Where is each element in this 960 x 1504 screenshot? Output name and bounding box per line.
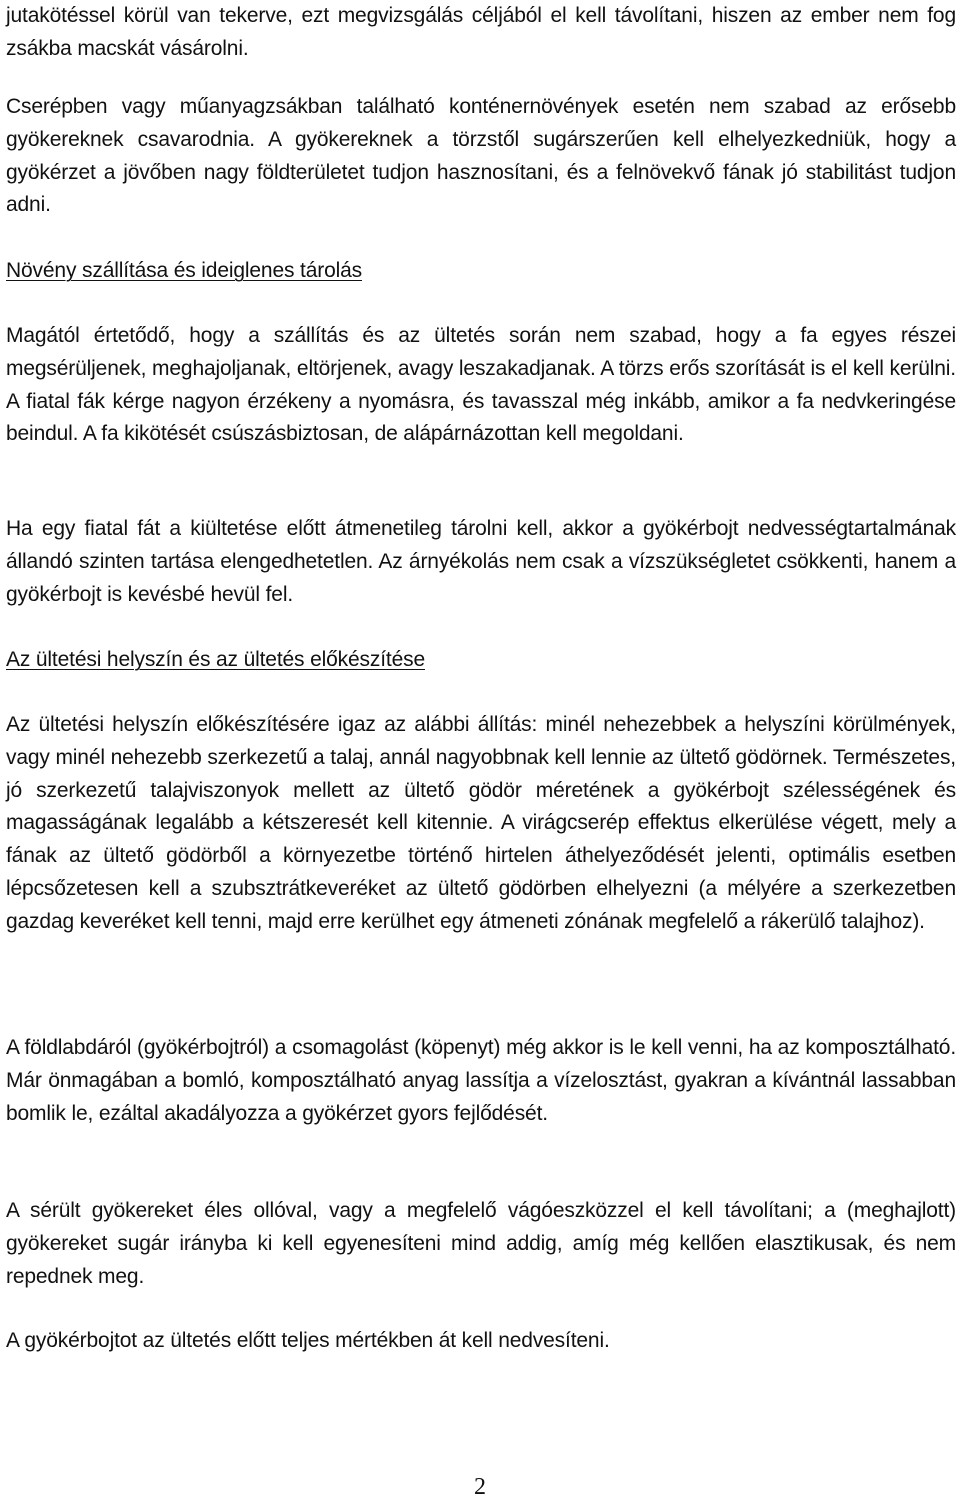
paragraph-7: A sérült gyökereket éles ollóval, vagy a megfelelő vágóeszközzel el kell távolítani; a (meghajlott) gyökereket sugár irányba ki kell egyenesíteni mind addig, amíg még kellően elasztikusak, és nem repednek meg.: [6, 1199, 956, 1288]
section-heading-transport: Növény szállítása és ideiglenes tárolás: [6, 259, 363, 282]
paragraph-2: Cserépben vagy műanyagzsákban található konténernövények esetén nem szabad az erősebb gyökereknek csavarodnia. A gyökereknek a törzstől sugárszerűen kell elhelyezkedniük, hogy a gyökérzet a jövőben nagy földterületet tudjon hasznosítani, és a felnövekvő fának jó stabilitást tudjon adni.: [6, 95, 956, 217]
paragraph-4: Ha egy fiatal fát a kiültetése előtt átmenetileg tárolni kell, akkor a gyökérbojt nedvességtartalmának állandó szinten tartása elengedhetetlen. Az árnyékolás nem csak a vízszükségletet csökkenti, hanem a gyökérbojt is kevésbé hevül fel.: [6, 517, 956, 606]
paragraph-8: A gyökérbojtot az ültetés előtt teljes mértékben át kell nedvesíteni.: [6, 1329, 610, 1352]
section-heading-planting-site: Az ültetési helyszín és az ültetés előkészítése: [6, 648, 426, 671]
paragraph-6: A földlabdáról (gyökérbojtról) a csomagolást (köpenyt) még akkor is le kell venni, ha az komposztálható. Már önmagában a bomló, komposztálható anyag lassítja a vízelosztást, gyakran a kívántnál lassabban bomlik le, ezáltal akadályozza a gyökérzet gyors fejlődését.: [6, 1036, 956, 1125]
paragraph-1: jutakötéssel körül van tekerve, ezt megvizsgálás céljából el kell távolítani, hiszen az ember nem fog zsákba macskát vásárolni.: [6, 4, 956, 60]
document-page: [6, 0, 956, 1504]
paragraph-5: Az ültetési helyszín előkészítésére igaz az alábbi állítás: minél nehezebbek a helyszíni körülmények, vagy minél nehezebb szerkezetű a talaj, annál nagyobbnak kell lennie az ültető gödörnek. Természetes, jó szerkezetű talajviszonyok mellett az ültető gödör méretének a gyökérbojt szélességének és magasságának legalább a kétszeresét kell kitennie. A virágcserép effektus elkerülése végett, mely a fának az ültető gödörből a környezetbe történő hirtelen áthelyeződését jelenti, optimális esetben lépcsőzetesen kell a szubsztrátkeveréket az ültető gödörben elhelyezni (a mélyére a szerkezetben gazdag keveréket kell tenni, majd erre kerülhet egy átmeneti zónának megfelelő a rákerülő talajhoz).: [6, 713, 956, 933]
page-number: 2: [474, 1474, 486, 1500]
paragraph-3: Magától értetődő, hogy a szállítás és az ültetés során nem szabad, hogy a fa egyes részei megsérüljenek, meghajoljanak, eltörjenek, avagy leszakadjanak. A törzs erős szorítását is el kell kerülni. A fiatal fák kérge nagyon érzékeny a nyomásra, és tavasszal még inkább, amikor a fa nedvkeringése beindul. A fa kikötését csúszásbiztosan, de alápárnázottan kell megoldani.: [6, 324, 956, 446]
